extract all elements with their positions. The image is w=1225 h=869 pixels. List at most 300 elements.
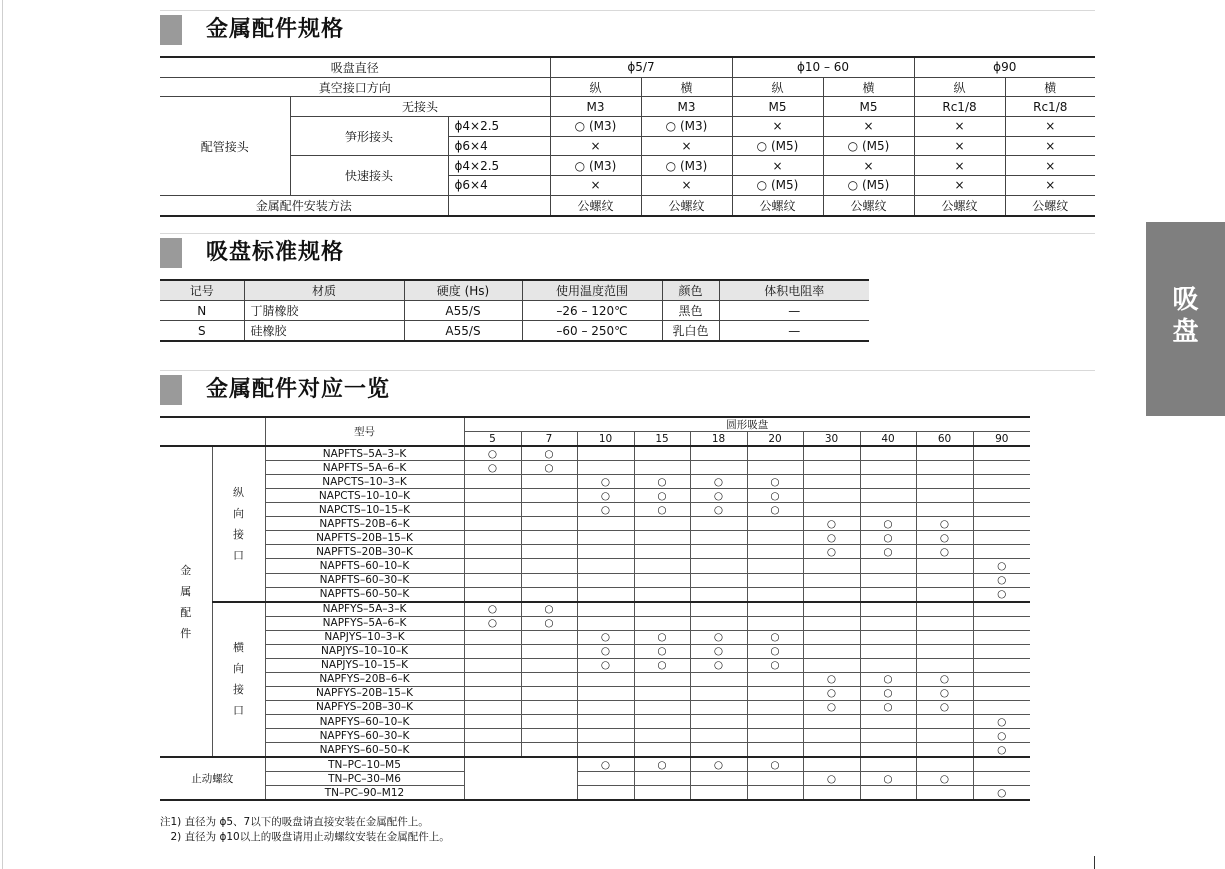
compat-cell: ○ [916,672,973,686]
compat-cell: ○ [577,658,634,672]
spec-cell: M3 [550,97,641,117]
table-row [160,587,1030,602]
compat-cell [464,573,521,587]
compat-cell [521,700,577,714]
metal-fitting-compat-table [160,416,1030,801]
compat-cell [521,489,577,503]
compat-cell [803,475,860,489]
compat-cell [577,559,634,573]
compat-cell [973,602,1030,617]
compat-cell: ○ [690,630,747,644]
side-index-tab[interactable] [1146,222,1225,416]
compat-cell [916,630,973,644]
model-cell: NAPFYS–20B–6–K [265,672,464,686]
compat-cell [634,587,690,602]
compat-cell [577,587,634,602]
label-char: 向 [233,662,244,676]
compat-cell [860,602,916,617]
spec-cell: ○ (M3) [550,156,641,176]
compat-cell [521,714,577,728]
compat-cell [747,602,803,617]
std-cell: — [719,321,869,342]
compat-cell [577,786,634,801]
size-header: 20 [747,432,803,447]
compat-cell: ○ [803,686,860,700]
compat-cell [803,489,860,503]
compat-cell [973,616,1030,630]
side-tab-char: 吸 [1172,285,1199,315]
empty-cell [448,195,550,215]
compat-cell [464,517,521,531]
model-header: 型号 [265,417,464,446]
compat-cell: ○ [973,714,1030,728]
footnote: 注1) 直径为 ϕ5、7以下的吸盘请直接安装在金属配件上。 [160,816,429,828]
compat-cell: ○ [860,700,916,714]
compat-cell [577,531,634,545]
model-cell: NAPFYS–5A–3–K [265,602,464,617]
compat-cell [916,503,973,517]
compat-cell [577,545,634,559]
model-cell: NAPFTS–60–10–K [265,559,464,573]
empty-header [160,417,265,446]
size-header: 60 [916,432,973,447]
size-label: ϕ4×2.5 [448,117,550,137]
compat-cell [747,672,803,686]
compat-cell [860,644,916,658]
compat-cell [634,772,690,786]
compat-cell [860,573,916,587]
size-header: 10 [577,432,634,447]
compat-cell [916,729,973,743]
compat-cell [860,503,916,517]
compat-cell [747,786,803,801]
table-row [160,630,1030,644]
table-row [160,489,1030,503]
compat-cell [521,743,577,758]
compat-cell: ○ [577,475,634,489]
compat-cell [860,446,916,461]
compat-cell [464,644,521,658]
model-cell: NAPJYS–10–10–K [265,644,464,658]
compat-cell [803,602,860,617]
compat-cell [690,602,747,617]
spec-cell: × [732,117,823,137]
compat-cell: ○ [464,461,521,475]
round-cup-header: 圆形吸盘 [464,417,1030,432]
compat-cell [916,616,973,630]
spec-cell: × [1005,176,1095,196]
compat-cell [803,461,860,475]
compat-cell [634,559,690,573]
compat-cell [577,517,634,531]
spec-cell: Rc1/8 [1005,97,1095,117]
compat-cell [521,475,577,489]
table-row [160,545,1030,559]
table-row [160,714,1030,728]
section-title: 金属配件对应一览 [206,377,391,402]
compat-cell [860,489,916,503]
compat-cell [973,757,1030,772]
dia-group: ϕ5/7 [550,57,732,77]
metal-fitting-spec-table [160,56,1095,217]
compat-cell [521,729,577,743]
model-cell: NAPFYS–60–10–K [265,714,464,728]
compat-cell: ○ [803,772,860,786]
compat-cell [690,686,747,700]
no-fitting-label: 无接头 [290,97,550,117]
compat-cell [690,517,747,531]
model-cell: NAPFTS–5A–3–K [265,446,464,461]
compat-cell [916,602,973,617]
compat-cell [860,757,916,772]
table-row [160,461,1030,475]
compat-cell [803,644,860,658]
compat-cell [803,743,860,758]
compat-cell: ○ [634,475,690,489]
model-cell: NAPFYS–60–30–K [265,729,464,743]
label-char: 口 [233,704,244,718]
label-char: 接 [233,683,244,697]
compat-cell [464,700,521,714]
header-rule [160,370,1095,371]
compat-cell: ○ [973,729,1030,743]
compat-cell [690,461,747,475]
compat-cell: ○ [747,658,803,672]
compat-cell: ○ [464,616,521,630]
compat-cell [803,573,860,587]
compat-cell: ○ [521,602,577,617]
compat-cell [634,531,690,545]
table-row [160,757,1030,772]
barb-label: 笋形接头 [290,117,448,156]
compat-cell [747,531,803,545]
compat-cell [464,729,521,743]
compat-cell: ○ [690,503,747,517]
compat-cell: ○ [860,672,916,686]
spec-cell: × [914,156,1005,176]
col-header: 体积电阻率 [719,280,869,301]
compat-cell [916,743,973,758]
compat-cell [690,531,747,545]
compat-cell [464,686,521,700]
compat-cell: ○ [973,587,1030,602]
model-cell: NAPJYS–10–15–K [265,658,464,672]
compat-cell [860,461,916,475]
compat-cell [690,786,747,801]
mount-label: 金属配件安装方法 [160,195,448,215]
compat-cell: ○ [577,757,634,772]
suction-cup-std-table [160,279,869,342]
compat-cell [860,786,916,801]
compat-cell [916,461,973,475]
compat-cell [916,714,973,728]
suction-dia-label: 吸盘直径 [160,57,550,77]
model-cell: TN–PC–10–M5 [265,757,464,772]
compat-cell [634,700,690,714]
compat-cell: ○ [577,503,634,517]
compat-cell [521,686,577,700]
compat-cell [803,503,860,517]
compat-cell [634,446,690,461]
std-cell: A55/S [404,301,522,321]
compat-cell [690,446,747,461]
std-cell: –26 – 120℃ [522,301,662,321]
compat-cell [464,743,521,758]
compat-cell [690,587,747,602]
compat-cell [747,559,803,573]
compat-cell [577,616,634,630]
compat-cell [464,672,521,686]
compat-cell [747,461,803,475]
size-header: 15 [634,432,690,447]
compat-cell: ○ [521,616,577,630]
side-tab-label [1146,284,1225,348]
footnote: 2) 直径为 ϕ10以上的吸盘请用止动螺纹安装在金属配件上。 [160,831,450,843]
compat-cell [577,602,634,617]
compat-cell [634,729,690,743]
compat-cell [690,573,747,587]
std-cell: A55/S [404,321,522,342]
model-cell: NAPFYS–60–50–K [265,743,464,758]
spec-cell: 公螺纹 [732,195,823,215]
port-dir: 纵 [732,77,823,97]
spec-cell: ○ (M3) [550,117,641,137]
compat-cell: ○ [803,672,860,686]
compat-cell [747,772,803,786]
spec-cell: ○ (M3) [641,117,732,137]
table-row [160,786,1030,801]
compat-cell [577,573,634,587]
spec-cell: × [914,117,1005,137]
compat-cell: ○ [690,658,747,672]
compat-cell [690,743,747,758]
std-cell: 黑色 [662,301,719,321]
header-rule [160,10,1095,11]
table-row [160,644,1030,658]
port-dir: 横 [823,77,914,97]
table-row [160,517,1030,531]
compat-cell: ○ [860,531,916,545]
port-dir: 纵 [914,77,1005,97]
compat-cell [973,461,1030,475]
compat-cell: ○ [973,559,1030,573]
port-dir: 纵 [550,77,641,97]
footnotes [160,815,450,845]
spec-cell: ○ (M5) [732,136,823,156]
model-cell: NAPFTS–20B–15–K [265,531,464,545]
compat-cell [464,545,521,559]
compat-cell [634,616,690,630]
compat-cell [577,714,634,728]
spec-cell: × [1005,117,1095,137]
table-row [160,772,1030,786]
compat-cell [860,630,916,644]
compat-cell [916,475,973,489]
compat-cell [973,772,1030,786]
std-cell: –60 – 250℃ [522,321,662,342]
compat-cell: ○ [916,531,973,545]
table-header-row [160,417,1030,432]
label-char: 纵 [233,485,244,499]
compat-cell: ○ [860,545,916,559]
compat-cell [973,517,1030,531]
compat-cell [973,475,1030,489]
std-cell: — [719,301,869,321]
compat-cell: ○ [690,489,747,503]
compat-cell [973,700,1030,714]
compat-cell [521,573,577,587]
compat-cell: ○ [747,644,803,658]
col-header: 颜色 [662,280,719,301]
compat-cell [747,545,803,559]
model-cell: TN–PC–30–M6 [265,772,464,786]
compat-cell: ○ [634,644,690,658]
model-cell: NAPFTS–20B–6–K [265,517,464,531]
table-row [160,503,1030,517]
compat-cell: ○ [747,475,803,489]
size-label: ϕ4×2.5 [448,156,550,176]
compat-cell [521,672,577,686]
model-cell: NAPCTS–10–15–K [265,503,464,517]
compat-cell: ○ [803,545,860,559]
compat-cell [860,559,916,573]
compat-cell [690,616,747,630]
compat-cell [521,559,577,573]
size-header: 40 [860,432,916,447]
compat-cell [634,573,690,587]
model-cell: TN–PC–90–M12 [265,786,464,801]
compat-cell: ○ [577,644,634,658]
compat-cell [521,517,577,531]
label-char: 金 [180,563,192,577]
stop-thread-label: 止动螺纹 [160,757,265,800]
compat-cell: ○ [747,503,803,517]
compat-cell: ○ [916,686,973,700]
table-row [160,531,1030,545]
compat-cell [860,616,916,630]
quick-label: 快速接头 [290,156,448,195]
std-cell: 丁腈橡胶 [244,301,404,321]
compat-cell [690,700,747,714]
table-row [160,616,1030,630]
model-cell: NAPFTS–60–30–K [265,573,464,587]
compat-cell [916,658,973,672]
compat-cell [803,757,860,772]
model-cell: NAPCTS–10–3–K [265,475,464,489]
table-row [160,475,1030,489]
table-row [160,700,1030,714]
model-cell: NAPFTS–20B–30–K [265,545,464,559]
compat-cell: ○ [690,757,747,772]
compat-cell: ○ [803,700,860,714]
compat-cell [973,531,1030,545]
label-char: 向 [233,506,244,520]
compat-cell [973,644,1030,658]
metal-fitting-label [160,446,212,757]
compat-cell [803,658,860,672]
compat-cell: ○ [916,517,973,531]
compat-cell [973,630,1030,644]
compat-cell [916,786,973,801]
table-row [160,658,1030,672]
compat-cell: ○ [803,517,860,531]
compat-cell [634,686,690,700]
compat-cell [464,559,521,573]
compat-cell [747,729,803,743]
compat-cell [464,587,521,602]
compat-cell: ○ [916,700,973,714]
compat-cell [634,714,690,728]
section-title: 吸盘标准规格 [206,240,345,265]
spec-cell: M5 [732,97,823,117]
spec-cell: ○ (M5) [732,176,823,196]
compat-cell [690,545,747,559]
compat-cell: ○ [521,461,577,475]
compat-cell [577,672,634,686]
compat-cell: ○ [464,446,521,461]
compat-cell: ○ [860,686,916,700]
label-char: 口 [233,548,244,562]
compat-cell: ○ [690,475,747,489]
compat-cell: ○ [747,489,803,503]
compat-cell [803,729,860,743]
compat-cell [690,714,747,728]
std-cell: N [160,301,244,321]
compat-cell: ○ [973,573,1030,587]
header-marker [160,375,182,405]
compat-cell [747,587,803,602]
spec-cell: ○ (M3) [641,156,732,176]
compat-cell: ○ [634,503,690,517]
compat-cell: ○ [577,630,634,644]
spec-cell: × [641,136,732,156]
compat-cell [803,616,860,630]
compat-cell [973,503,1030,517]
compat-cell [521,503,577,517]
spec-cell: 公螺纹 [641,195,732,215]
model-cell: NAPJYS–10–3–K [265,630,464,644]
compat-cell [690,672,747,686]
port-dir: 横 [641,77,732,97]
compat-cell [634,786,690,801]
compat-cell [464,489,521,503]
compat-cell [973,686,1030,700]
size-header: 5 [464,432,521,447]
horizontal-port-label [212,602,265,758]
col-header: 使用温度范围 [522,280,662,301]
compat-cell [634,743,690,758]
spec-cell: × [1005,136,1095,156]
compat-cell [747,714,803,728]
dia-group: ϕ90 [914,57,1095,77]
compat-cell: ○ [916,772,973,786]
spec-cell: M3 [641,97,732,117]
compat-cell [860,658,916,672]
table-row [160,743,1030,758]
col-header: 材质 [244,280,404,301]
table-row [160,446,1030,461]
compat-cell [577,686,634,700]
table-row [160,573,1030,587]
compat-cell [690,559,747,573]
size-header: 30 [803,432,860,447]
compat-cell [973,489,1030,503]
compat-cell [747,446,803,461]
compat-cell [464,475,521,489]
compat-cell [464,658,521,672]
section-compat-header [160,370,1095,406]
compat-cell [916,587,973,602]
